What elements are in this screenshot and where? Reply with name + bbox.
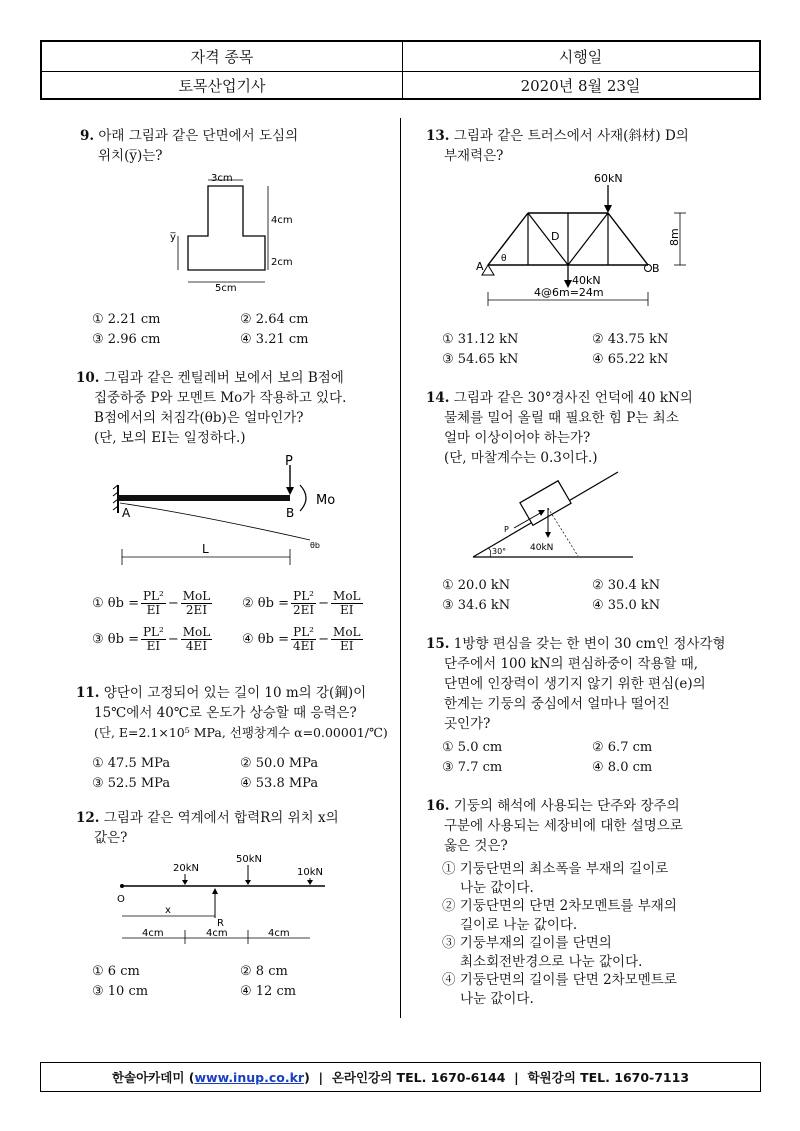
operator: − xyxy=(167,631,179,647)
q12-o-label: O xyxy=(117,894,125,905)
question-text: 집중하중 P와 모멘트 Mo가 작용하고 있다. xyxy=(94,390,347,406)
question-number: 14. xyxy=(426,390,450,406)
q13-a-label: A xyxy=(476,260,484,273)
option-mark: ④ xyxy=(242,631,254,647)
option[interactable]: ① 6 cm xyxy=(92,964,140,979)
option[interactable]: ② 2.64 cm xyxy=(240,312,309,327)
option[interactable] xyxy=(442,934,752,971)
numerator: PL² xyxy=(293,625,314,639)
q9-figure xyxy=(160,170,310,300)
q9-y-label: y̅ xyxy=(170,232,176,243)
question-text: 단면에 인장력이 생기지 않기 위한 편심(e)의 xyxy=(444,676,706,692)
denominator: EI xyxy=(340,639,354,653)
question-number: 9. xyxy=(80,128,95,144)
footer-link[interactable]: www.inup.co.kr xyxy=(194,1069,305,1085)
q14-figure xyxy=(468,470,648,565)
numerator: MoL xyxy=(182,625,211,639)
q14-weight-label: 40kN xyxy=(530,543,554,553)
header-row-labels xyxy=(42,42,759,72)
option[interactable]: ② 43.75 kN xyxy=(592,332,669,347)
option-lhs: θb = xyxy=(257,595,289,611)
footer-separator: | xyxy=(514,1069,519,1085)
question-text: 기둥의 해석에 사용되는 단주와 장주의 xyxy=(453,798,680,814)
question-number: 15. xyxy=(426,636,450,652)
option-line: 길이로 나눈 값이다. xyxy=(460,916,578,933)
denominator: EI xyxy=(340,603,354,617)
question-number: 12. xyxy=(76,810,100,826)
question-14 xyxy=(426,388,746,468)
option[interactable]: ④ 35.0 kN xyxy=(592,598,661,613)
question-text: 얼마 이상이어야 하는가? xyxy=(444,430,591,446)
question-text: 단주에서 100 kN의 편심하중이 작용할 때, xyxy=(444,656,699,672)
option[interactable]: ① 2.21 cm xyxy=(92,312,161,327)
question-number: 11. xyxy=(76,685,100,701)
footer-separator: | xyxy=(318,1069,324,1085)
question-text: 물체를 밀어 올릴 때 필요한 힘 P는 최소 xyxy=(444,410,679,426)
header-subject: 토목산업기사 xyxy=(42,71,403,100)
header-table xyxy=(40,40,761,100)
question-16 xyxy=(426,796,746,856)
option-line: 최소회전반경으로 나눈 값이다. xyxy=(460,953,643,970)
question-10 xyxy=(76,368,392,448)
q9-h2-dim: 2cm xyxy=(271,257,293,268)
option[interactable] xyxy=(242,590,365,617)
operator: − xyxy=(318,595,330,611)
q10-l-label: L xyxy=(202,542,209,556)
option-line: 나눈 값이다. xyxy=(460,990,534,1007)
question-text: (단, E=2.1×10⁵ MPa, 선팽창계수 α=0.00001/℃) xyxy=(94,725,388,740)
numerator: PL² xyxy=(142,625,164,639)
q9-base-dim: 5cm xyxy=(215,283,237,294)
q14-options xyxy=(442,576,742,618)
question-text: (단, 보의 EI는 일정하다.) xyxy=(94,430,246,446)
q13-figure xyxy=(468,170,698,315)
option-lhs: θb = xyxy=(107,631,139,647)
footer xyxy=(40,1062,761,1092)
option-lhs: θb = xyxy=(107,595,139,611)
q13-load-top: 60kN xyxy=(594,172,623,185)
column-divider xyxy=(400,118,401,1018)
numerator: MoL xyxy=(182,589,211,603)
option[interactable]: ③ 52.5 MPa xyxy=(92,776,171,791)
option[interactable] xyxy=(92,626,214,653)
question-text: 값은? xyxy=(94,830,128,846)
option[interactable]: ② 8 cm xyxy=(240,964,288,979)
question-number: 16. xyxy=(426,798,450,814)
question-number: 13. xyxy=(426,128,450,144)
option[interactable]: ③ 34.6 kN xyxy=(442,598,511,613)
header-date-label: 시행일 xyxy=(558,48,603,66)
option-line: ③ 기둥부재의 길이를 단면의 xyxy=(442,935,612,951)
q11-options xyxy=(92,754,392,796)
option[interactable]: ④ 53.8 MPa xyxy=(240,776,319,791)
footer-brand: 한솔아카데미 ( xyxy=(111,1070,195,1085)
option[interactable]: ① 47.5 MPa xyxy=(92,756,171,771)
numerator: PL² xyxy=(142,589,164,603)
header-subject-label: 자격 종목 xyxy=(42,42,403,71)
question-12 xyxy=(76,808,392,848)
q12-figure xyxy=(110,850,340,950)
question-11 xyxy=(76,683,396,743)
q13-b-label: B xyxy=(652,262,660,275)
option[interactable]: ① 31.12 kN xyxy=(442,332,519,347)
operator: − xyxy=(167,595,179,611)
q13-height-label: 8m xyxy=(668,228,681,246)
question-text: 곳인가? xyxy=(444,716,491,732)
header-row-values xyxy=(42,71,759,100)
q10-options xyxy=(92,590,392,660)
q12-options xyxy=(92,962,392,1004)
header-date: 2020년 8월 23일 xyxy=(520,77,641,95)
numerator: MoL xyxy=(333,589,361,603)
q13-span-label: 4@6m=24m xyxy=(534,286,604,299)
option-mark: ① xyxy=(92,595,104,611)
q12-d1-label: 4cm xyxy=(142,928,164,939)
q9-h1-dim: 4cm xyxy=(271,215,293,226)
operator: − xyxy=(318,631,330,647)
q9-options xyxy=(92,310,392,352)
q13-load-bottom: 40kN xyxy=(572,274,601,287)
denominator: 2EI xyxy=(292,603,315,617)
question-text: B점에서의 처짐각(θb)은 얼마인가? xyxy=(94,410,304,426)
q10-mo-label: Mo xyxy=(316,493,336,508)
footer-brand-close: ) xyxy=(304,1069,310,1085)
q15-options xyxy=(442,738,742,780)
question-text: 1방향 편심을 갖는 한 변이 30 cm인 정사각형 xyxy=(453,636,726,652)
question-text: 그림과 같은 30°경사진 언덕에 40 kN의 xyxy=(453,390,693,406)
option[interactable]: ② 50.0 MPa xyxy=(240,756,319,771)
q12-x-label: x xyxy=(165,905,171,916)
question-text: 양단이 고정되어 있는 길이 10 m의 강(鋼)이 xyxy=(103,685,367,701)
q9-top-dim: 3cm xyxy=(211,173,233,184)
question-text: 15℃에서 40℃로 온도가 상승할 때 응력은? xyxy=(94,705,357,721)
q12-f3-label: 10kN xyxy=(297,867,323,878)
q13-options xyxy=(442,330,742,372)
option-mark: ③ xyxy=(92,631,104,647)
option[interactable]: ③ 10 cm xyxy=(92,984,149,999)
option[interactable]: ③ 7.7 cm xyxy=(442,760,503,775)
option[interactable] xyxy=(442,971,752,1008)
q12-r-label: R xyxy=(217,918,224,929)
q13-d-label: D xyxy=(551,230,560,243)
q14-p-label: P xyxy=(504,525,509,534)
question-text: 아래 그림과 같은 단면에서 도심의 xyxy=(98,128,299,144)
option-line: ② 기둥단면의 단면 2차모멘트를 부재의 xyxy=(442,898,677,914)
question-15 xyxy=(426,634,756,734)
q16-options xyxy=(442,860,752,1008)
option[interactable] xyxy=(242,626,365,653)
option[interactable]: ① 5.0 cm xyxy=(442,740,503,755)
q12-d3-label: 4cm xyxy=(268,928,290,939)
denominator: 4EI xyxy=(292,639,315,653)
question-number: 10. xyxy=(76,370,100,386)
option[interactable]: ② 30.4 kN xyxy=(592,578,661,593)
q14-angle-label: 30° xyxy=(492,547,507,556)
q10-figure xyxy=(110,455,340,580)
denominator: EI xyxy=(146,603,161,617)
option[interactable]: ④ 65.22 kN xyxy=(592,352,669,367)
option-lhs: θb = xyxy=(257,631,289,647)
numerator: PL² xyxy=(293,589,314,603)
q12-d2-label: 4cm xyxy=(206,928,228,939)
q12-f2-label: 50kN xyxy=(236,854,262,865)
denominator: 4EI xyxy=(185,639,208,653)
q12-f1-label: 20kN xyxy=(173,863,199,874)
question-text: 부재력은? xyxy=(444,148,504,164)
option-line: 나눈 값이다. xyxy=(460,879,534,896)
numerator: MoL xyxy=(333,625,361,639)
option-mark: ② xyxy=(242,595,254,611)
option-line: ① 기둥단면의 최소폭을 부재의 길이로 xyxy=(442,861,669,877)
q10-a-label: A xyxy=(122,506,131,520)
option[interactable] xyxy=(92,590,214,617)
q10-p-label: P xyxy=(285,455,293,469)
question-13 xyxy=(426,126,746,166)
option[interactable]: ③ 2.96 cm xyxy=(92,332,161,347)
question-text: 그림과 같은 트러스에서 사재(斜材) D의 xyxy=(453,128,689,144)
option[interactable]: ④ 3.21 cm xyxy=(240,332,309,347)
question-text: (단, 마찰계수는 0.3이다.) xyxy=(444,450,598,466)
question-text: 한계는 기둥의 중심에서 얼마나 떨어진 xyxy=(444,696,670,712)
question-text: 구분에 사용되는 세장비에 대한 설명으로 xyxy=(444,818,683,834)
option-line: ④ 기둥단면의 길이를 단면 2차모멘트로 xyxy=(442,972,677,988)
option[interactable] xyxy=(442,860,752,897)
option[interactable]: ① 20.0 kN xyxy=(442,578,511,593)
question-text: 위치(y̅)는? xyxy=(98,148,163,164)
q10-b-label: B xyxy=(286,506,295,520)
question-text: 그림과 같은 역계에서 합력R의 위치 x의 xyxy=(103,810,339,826)
option[interactable]: ② 6.7 cm xyxy=(592,740,653,755)
question-text: 옳은 것은? xyxy=(444,838,508,854)
footer-online-tel: 온라인강의 TEL. 1670-6144 xyxy=(331,1070,506,1085)
q13-theta-label: θ xyxy=(501,254,507,264)
option[interactable]: ④ 8.0 cm xyxy=(592,760,653,775)
footer-academy-tel: 학원강의 TEL. 1670-7113 xyxy=(527,1070,690,1085)
question-text: 그림과 같은 켄틸레버 보에서 보의 B점에 xyxy=(103,370,344,386)
q10-theta-label: θb xyxy=(310,541,320,550)
option[interactable]: ③ 54.65 kN xyxy=(442,352,519,367)
denominator: 2EI xyxy=(185,603,208,617)
question-9 xyxy=(80,126,390,166)
option[interactable] xyxy=(442,897,752,934)
denominator: EI xyxy=(146,639,161,653)
option[interactable]: ④ 12 cm xyxy=(240,984,297,999)
